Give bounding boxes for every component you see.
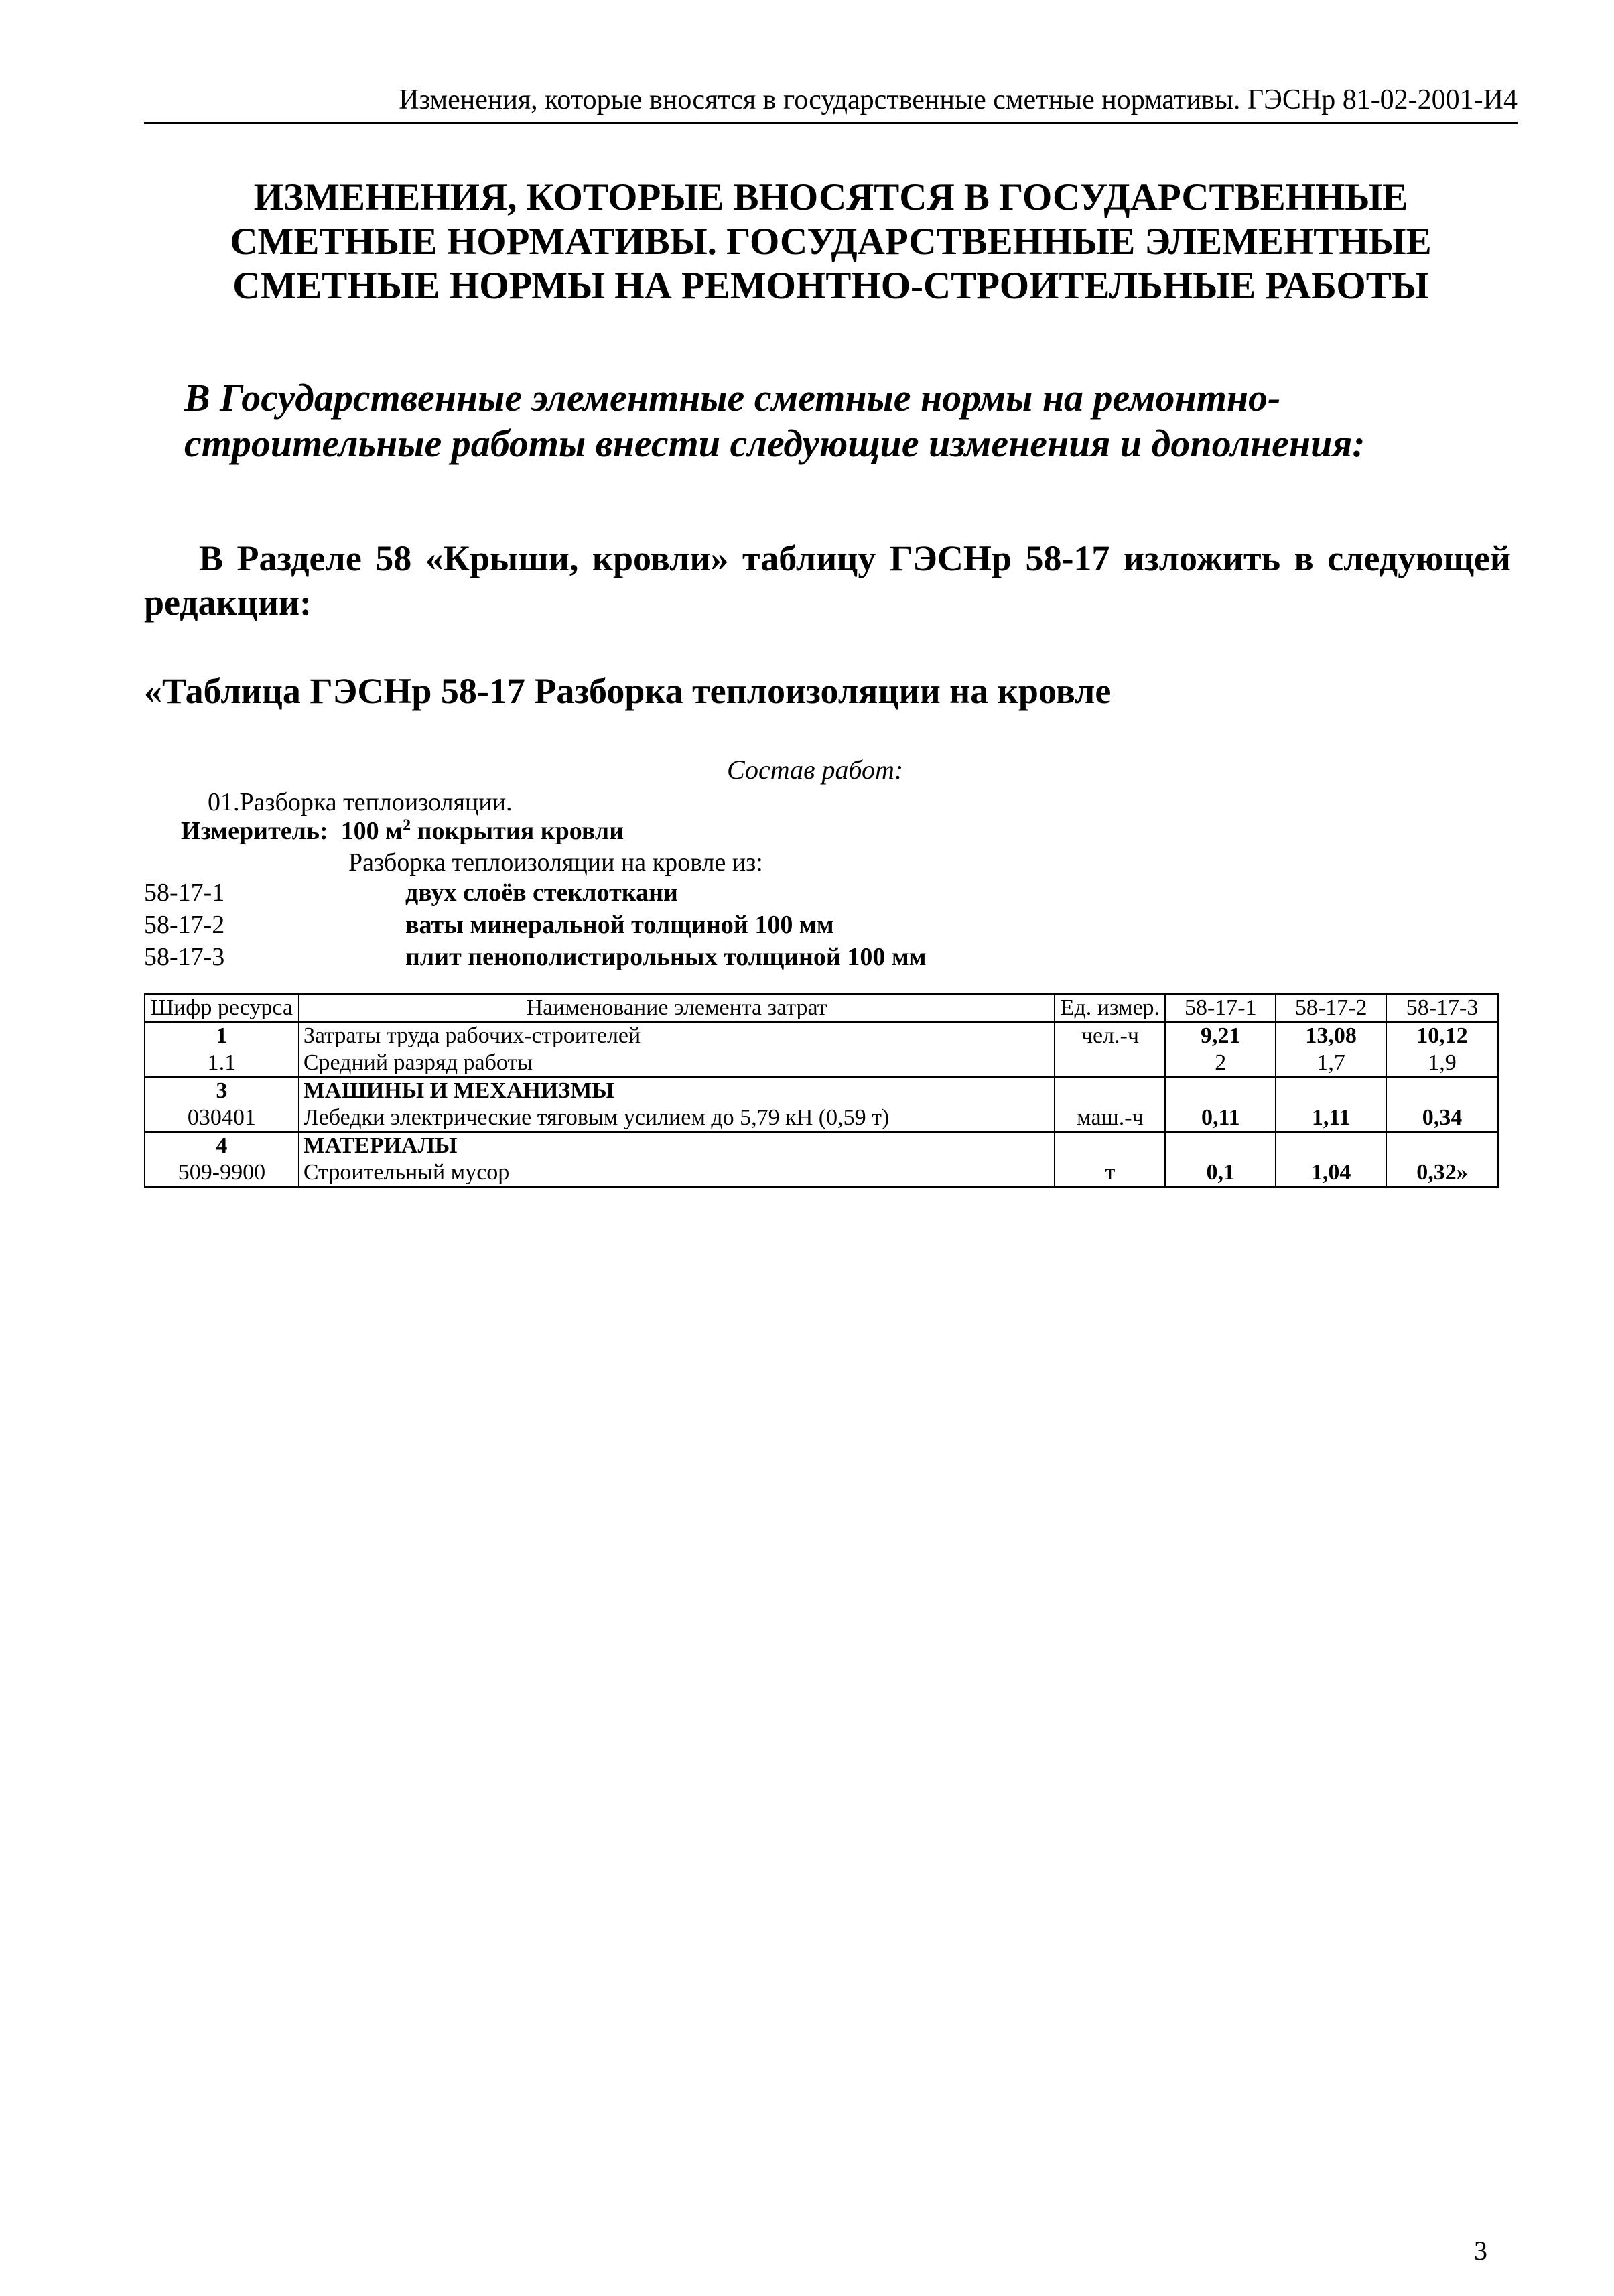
measure-line bbox=[181, 816, 624, 846]
cell-unit bbox=[1055, 1077, 1165, 1104]
norm-code: 58-17-3 bbox=[144, 943, 225, 971]
table-title: «Таблица ГЭСНр 58-17 Разборка теплоизоляции на кровле bbox=[144, 671, 1112, 711]
cell-unit bbox=[1055, 1132, 1165, 1159]
cell-value: 0,34 bbox=[1386, 1104, 1498, 1132]
cell-value bbox=[1276, 1077, 1386, 1104]
cell-value: 1,9 bbox=[1386, 1049, 1498, 1077]
title-line-3: СМЕТНЫЕ НОРМЫ НА РЕМОНТНО-СТРОИТЕЛЬНЫЕ РАБОТЫ bbox=[232, 265, 1429, 307]
cell-value: 1,04 bbox=[1276, 1159, 1386, 1188]
document-title bbox=[144, 176, 1518, 308]
cell-name: Лебедки электрические тяговым усилием до 5,79 кН (0,59 т) bbox=[299, 1104, 1055, 1132]
cell-value bbox=[1165, 1132, 1276, 1159]
page-number: 3 bbox=[1474, 2236, 1487, 2266]
cell-name: МАШИНЫ И МЕХАНИЗМЫ bbox=[299, 1077, 1055, 1104]
table-row bbox=[145, 1049, 1498, 1077]
cell-unit: чел.-ч bbox=[1055, 1022, 1165, 1049]
header-cell: 58-17-1 bbox=[1165, 994, 1276, 1022]
cell-value: 1,7 bbox=[1276, 1049, 1386, 1077]
intro-paragraph bbox=[184, 375, 1501, 466]
cell-value: 2 bbox=[1165, 1049, 1276, 1077]
cell-code: 030401 bbox=[145, 1104, 299, 1132]
measure-sup: 2 bbox=[403, 816, 411, 834]
cell-value: 9,21 bbox=[1165, 1022, 1276, 1049]
cell-value bbox=[1165, 1077, 1276, 1104]
table-row bbox=[145, 1104, 1498, 1132]
header-rule bbox=[144, 122, 1518, 124]
table-header-row bbox=[145, 994, 1498, 1022]
title-line-2: СМЕТНЫЕ НОРМАТИВЫ. ГОСУДАРСТВЕННЫЕ ЭЛЕМЕНТНЫЕ bbox=[230, 220, 1432, 263]
cell-code: 509-9900 bbox=[145, 1159, 299, 1188]
razborka-intro: Разборка теплоизоляции на кровле из: bbox=[348, 848, 763, 877]
cell-value: 10,12 bbox=[1386, 1022, 1498, 1049]
table-row bbox=[145, 1159, 1498, 1188]
cell-unit: маш.-ч bbox=[1055, 1104, 1165, 1132]
section-paragraph: В Разделе 58 «Крыши, кровли» таблицу ГЭСНр 58-17 изложить в следующей редакции: bbox=[144, 538, 1511, 623]
cell-value: 0,1 bbox=[1165, 1159, 1276, 1188]
cell-value: 0,11 bbox=[1165, 1104, 1276, 1132]
table-row bbox=[145, 1132, 1498, 1159]
cell-value: 1,11 bbox=[1276, 1104, 1386, 1132]
measure-value: 100 м bbox=[340, 817, 403, 845]
table-row bbox=[145, 1022, 1498, 1049]
cell-code: 3 bbox=[145, 1077, 299, 1104]
norm-code: 58-17-1 bbox=[144, 879, 225, 907]
header-cell: 58-17-2 bbox=[1276, 994, 1386, 1022]
header-cell: Шифр ресурса bbox=[145, 994, 299, 1022]
cell-name: Средний разряд работы bbox=[299, 1049, 1055, 1077]
cell-value bbox=[1386, 1132, 1498, 1159]
title-line-1: ИЗМЕНЕНИЯ, КОТОРЫЕ ВНОСЯТСЯ В ГОСУДАРСТВЕННЫЕ bbox=[253, 176, 1408, 218]
cell-name: МАТЕРИАЛЫ bbox=[299, 1132, 1055, 1159]
norm-code-desc: двух слоёв стеклоткани bbox=[405, 879, 678, 907]
norm-code-desc: плит пенополистирольных толщиной 100 мм bbox=[405, 943, 927, 971]
work-composition-label: Состав работ: bbox=[727, 755, 904, 785]
running-header: Изменения, которые вносятся в государственные сметные нормативы. ГЭСНр 81-02-2001-И4 bbox=[399, 84, 1518, 115]
cell-value bbox=[1276, 1132, 1386, 1159]
cell-value: 0,32» bbox=[1386, 1159, 1498, 1188]
header-cell: 58-17-3 bbox=[1386, 994, 1498, 1022]
table-row bbox=[145, 1077, 1498, 1104]
cell-unit bbox=[1055, 1049, 1165, 1077]
norm-code-desc: ваты минеральной толщиной 100 мм bbox=[405, 911, 834, 939]
cell-name: Затраты труда рабочих-строителей bbox=[299, 1022, 1055, 1049]
header-cell: Ед. измер. bbox=[1055, 994, 1165, 1022]
cell-code: 1.1 bbox=[145, 1049, 299, 1077]
cell-name: Строительный мусор bbox=[299, 1159, 1055, 1188]
work-operation: 01.Разборка теплоизоляции. bbox=[208, 788, 513, 816]
measure-label: Измеритель: bbox=[181, 817, 328, 845]
cell-code: 1 bbox=[145, 1022, 299, 1049]
intro-line-2: строительные работы внести следующие изменения и дополнения: bbox=[184, 422, 1365, 465]
intro-line-1: В Государственные элементные сметные нормы на ремонтно- bbox=[184, 376, 1281, 420]
norms-table bbox=[144, 993, 1499, 1188]
cell-code: 4 bbox=[145, 1132, 299, 1159]
cell-value bbox=[1386, 1077, 1498, 1104]
cell-unit: т bbox=[1055, 1159, 1165, 1188]
cell-value: 13,08 bbox=[1276, 1022, 1386, 1049]
header-cell: Наименование элемента затрат bbox=[299, 994, 1055, 1022]
measure-tail: покрытия кровли bbox=[411, 817, 624, 845]
norm-code: 58-17-2 bbox=[144, 911, 225, 939]
